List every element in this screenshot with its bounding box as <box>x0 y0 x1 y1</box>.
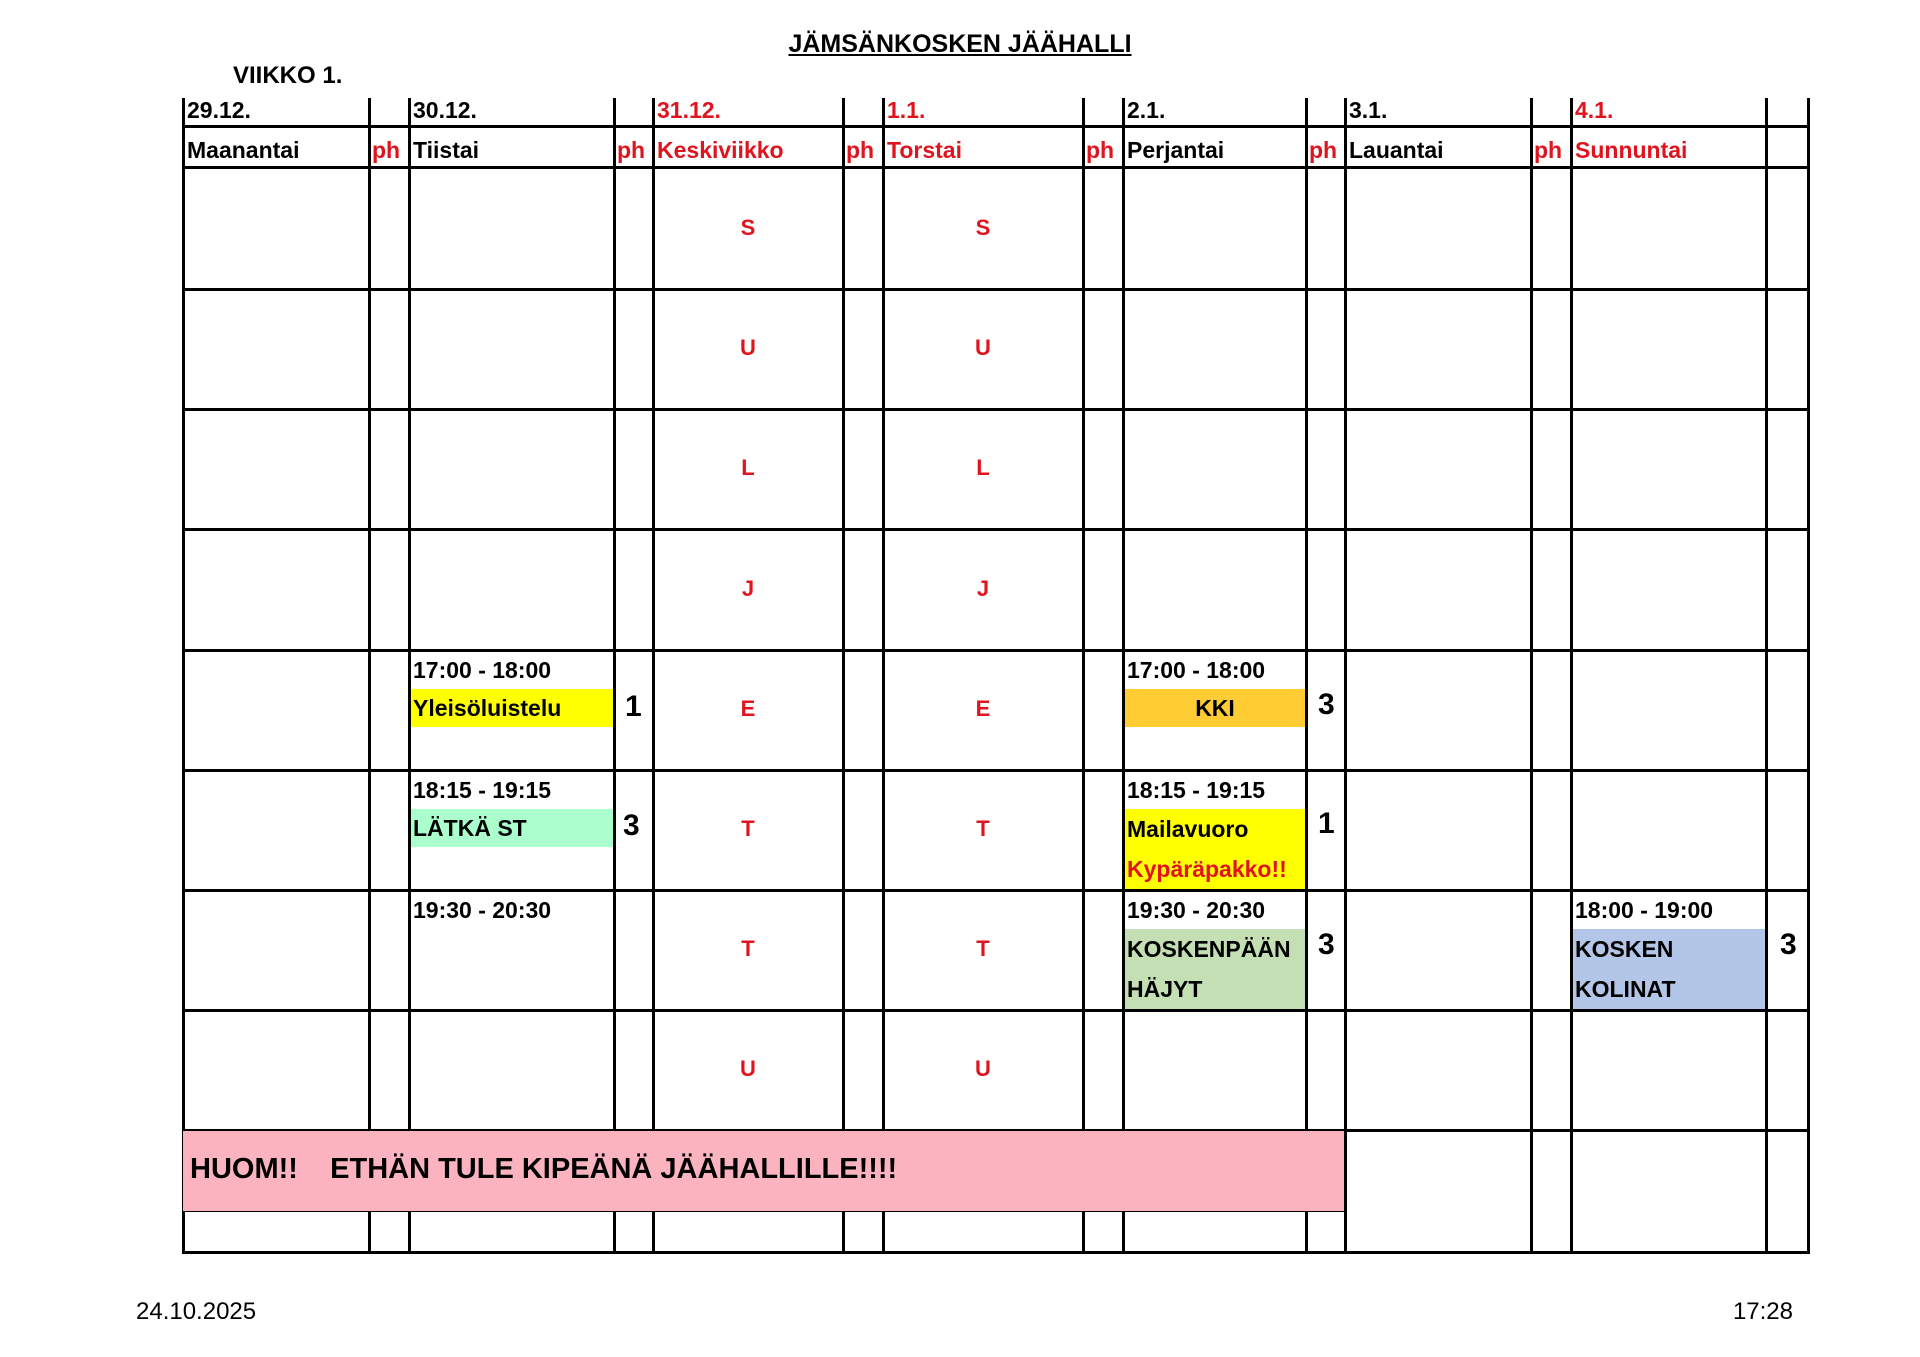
day-name-saturday: Lauantai <box>1349 137 1444 163</box>
date-friday: 2.1. <box>1127 97 1166 123</box>
grid-line <box>182 889 1810 892</box>
grid-line <box>182 288 1810 291</box>
date-thursday: 1.1. <box>887 97 926 123</box>
grid-line <box>1122 1211 1125 1254</box>
grid-line <box>182 649 1810 652</box>
ph-count: 1 <box>1318 807 1335 840</box>
event-time: 18:00 - 19:00 <box>1575 897 1714 923</box>
grid-line <box>368 98 371 1132</box>
event-time: 17:00 - 18:00 <box>1127 657 1266 683</box>
closed-letter: T <box>976 936 990 961</box>
grid-line <box>1765 98 1768 1254</box>
footer-time: 17:28 <box>1732 1298 1793 1325</box>
closed-letter: U <box>975 335 991 360</box>
closed-letter: E <box>740 696 756 721</box>
grid-line <box>408 98 411 1132</box>
grid-line <box>408 1211 411 1254</box>
grid-line <box>368 1211 371 1254</box>
grid-line <box>1344 98 1347 1254</box>
event-name-line1: KOSKEN <box>1575 935 1674 962</box>
grid-line <box>842 98 845 1132</box>
grid-line <box>1530 98 1533 1254</box>
footer-date: 24.10.2025 <box>136 1298 257 1325</box>
event-time: 19:30 - 20:30 <box>413 897 552 923</box>
day-name-friday: Perjantai <box>1127 137 1225 163</box>
week-label: VIIKKO 1. <box>233 62 343 89</box>
grid-line <box>182 166 1810 169</box>
ph-count: 1 <box>625 690 642 723</box>
grid-line <box>882 1211 885 1254</box>
ph-count: 3 <box>1318 688 1335 721</box>
grid-line <box>1305 98 1308 1132</box>
closed-letter: T <box>976 816 990 841</box>
event-name: LÄTKÄ ST <box>413 814 527 841</box>
closed-letter: U <box>740 335 756 360</box>
grid-line <box>842 1211 845 1254</box>
date-sunday: 4.1. <box>1575 97 1614 123</box>
day-name-monday: Maanantai <box>187 137 300 163</box>
ph-header: ph <box>1534 137 1563 163</box>
ph-header: ph <box>846 137 875 163</box>
closed-letter: J <box>741 576 755 601</box>
event-kki <box>1125 689 1305 727</box>
event-time: 18:15 - 19:15 <box>413 777 552 803</box>
closed-letter: J <box>976 576 990 601</box>
event-yleisoluistelu <box>411 689 613 727</box>
grid-line <box>182 1009 1810 1012</box>
notice-text: HUOM!! ETHÄN TULE KIPEÄNÄ JÄÄHALLILLE!!!! <box>190 1153 898 1185</box>
closed-letter: S <box>740 215 756 240</box>
closed-letter: L <box>741 455 755 480</box>
closed-letter: L <box>976 455 990 480</box>
grid-line <box>613 98 616 1132</box>
grid-line <box>182 769 1810 772</box>
day-name-thursday: Torstai <box>887 137 962 163</box>
event-name: Yleisöluistelu <box>413 694 562 721</box>
closed-letter: U <box>975 1056 991 1081</box>
closed-letter: S <box>975 215 991 240</box>
day-name-wednesday: Keskiviikko <box>657 137 784 163</box>
event-time: 17:00 - 18:00 <box>413 657 552 683</box>
grid-line <box>182 408 1810 411</box>
ph-header: ph <box>372 137 401 163</box>
event-name-line1: KOSKENPÄÄN <box>1127 935 1291 962</box>
grid-line <box>613 1211 616 1254</box>
grid-line <box>1082 1211 1085 1254</box>
ph-header: ph <box>617 137 646 163</box>
event-kosken-kolinat <box>1573 929 1765 1009</box>
event-name-line2: KOLINAT <box>1575 975 1676 1002</box>
date-tuesday: 30.12. <box>413 97 477 123</box>
date-monday: 29.12. <box>187 97 251 123</box>
event-note: Kypäräpakko!! <box>1127 855 1287 882</box>
date-wednesday: 31.12. <box>657 97 721 123</box>
grid-line <box>652 1211 655 1254</box>
grid-line <box>1305 1211 1308 1254</box>
grid-line <box>182 1251 1810 1254</box>
grid-line <box>652 98 655 1132</box>
grid-line <box>182 528 1810 531</box>
grid-line <box>1082 98 1085 1132</box>
event-name: KKI <box>1195 694 1235 721</box>
event-latka-st <box>411 809 613 847</box>
ph-header: ph <box>1086 137 1115 163</box>
date-saturday: 3.1. <box>1349 97 1388 123</box>
grid-line <box>182 98 185 1254</box>
grid-line <box>182 125 1810 128</box>
grid-line <box>1807 98 1810 1254</box>
event-time: 18:15 - 19:15 <box>1127 777 1266 803</box>
page-title: JÄMSÄNKOSKEN JÄÄHALLI <box>788 30 1132 58</box>
closed-letter: E <box>975 696 991 721</box>
event-mailavuoro <box>1125 809 1305 889</box>
event-koskenpaan-hajyt <box>1125 929 1305 1009</box>
closed-letter: U <box>740 1056 756 1081</box>
event-name: Mailavuoro <box>1127 815 1249 842</box>
ph-count: 3 <box>1780 928 1797 961</box>
ph-count: 3 <box>1318 928 1335 961</box>
grid-line <box>882 98 885 1132</box>
ph-header: ph <box>1309 137 1338 163</box>
notice-banner <box>183 1131 1344 1211</box>
closed-letter: T <box>741 936 755 961</box>
grid-line <box>1570 98 1573 1254</box>
ph-count: 3 <box>623 809 640 842</box>
day-name-tuesday: Tiistai <box>413 137 480 163</box>
event-name-line2: HÄJYT <box>1127 975 1203 1002</box>
event-time: 19:30 - 20:30 <box>1127 897 1266 923</box>
closed-letter: T <box>741 816 755 841</box>
day-name-sunday: Sunnuntai <box>1575 137 1688 163</box>
